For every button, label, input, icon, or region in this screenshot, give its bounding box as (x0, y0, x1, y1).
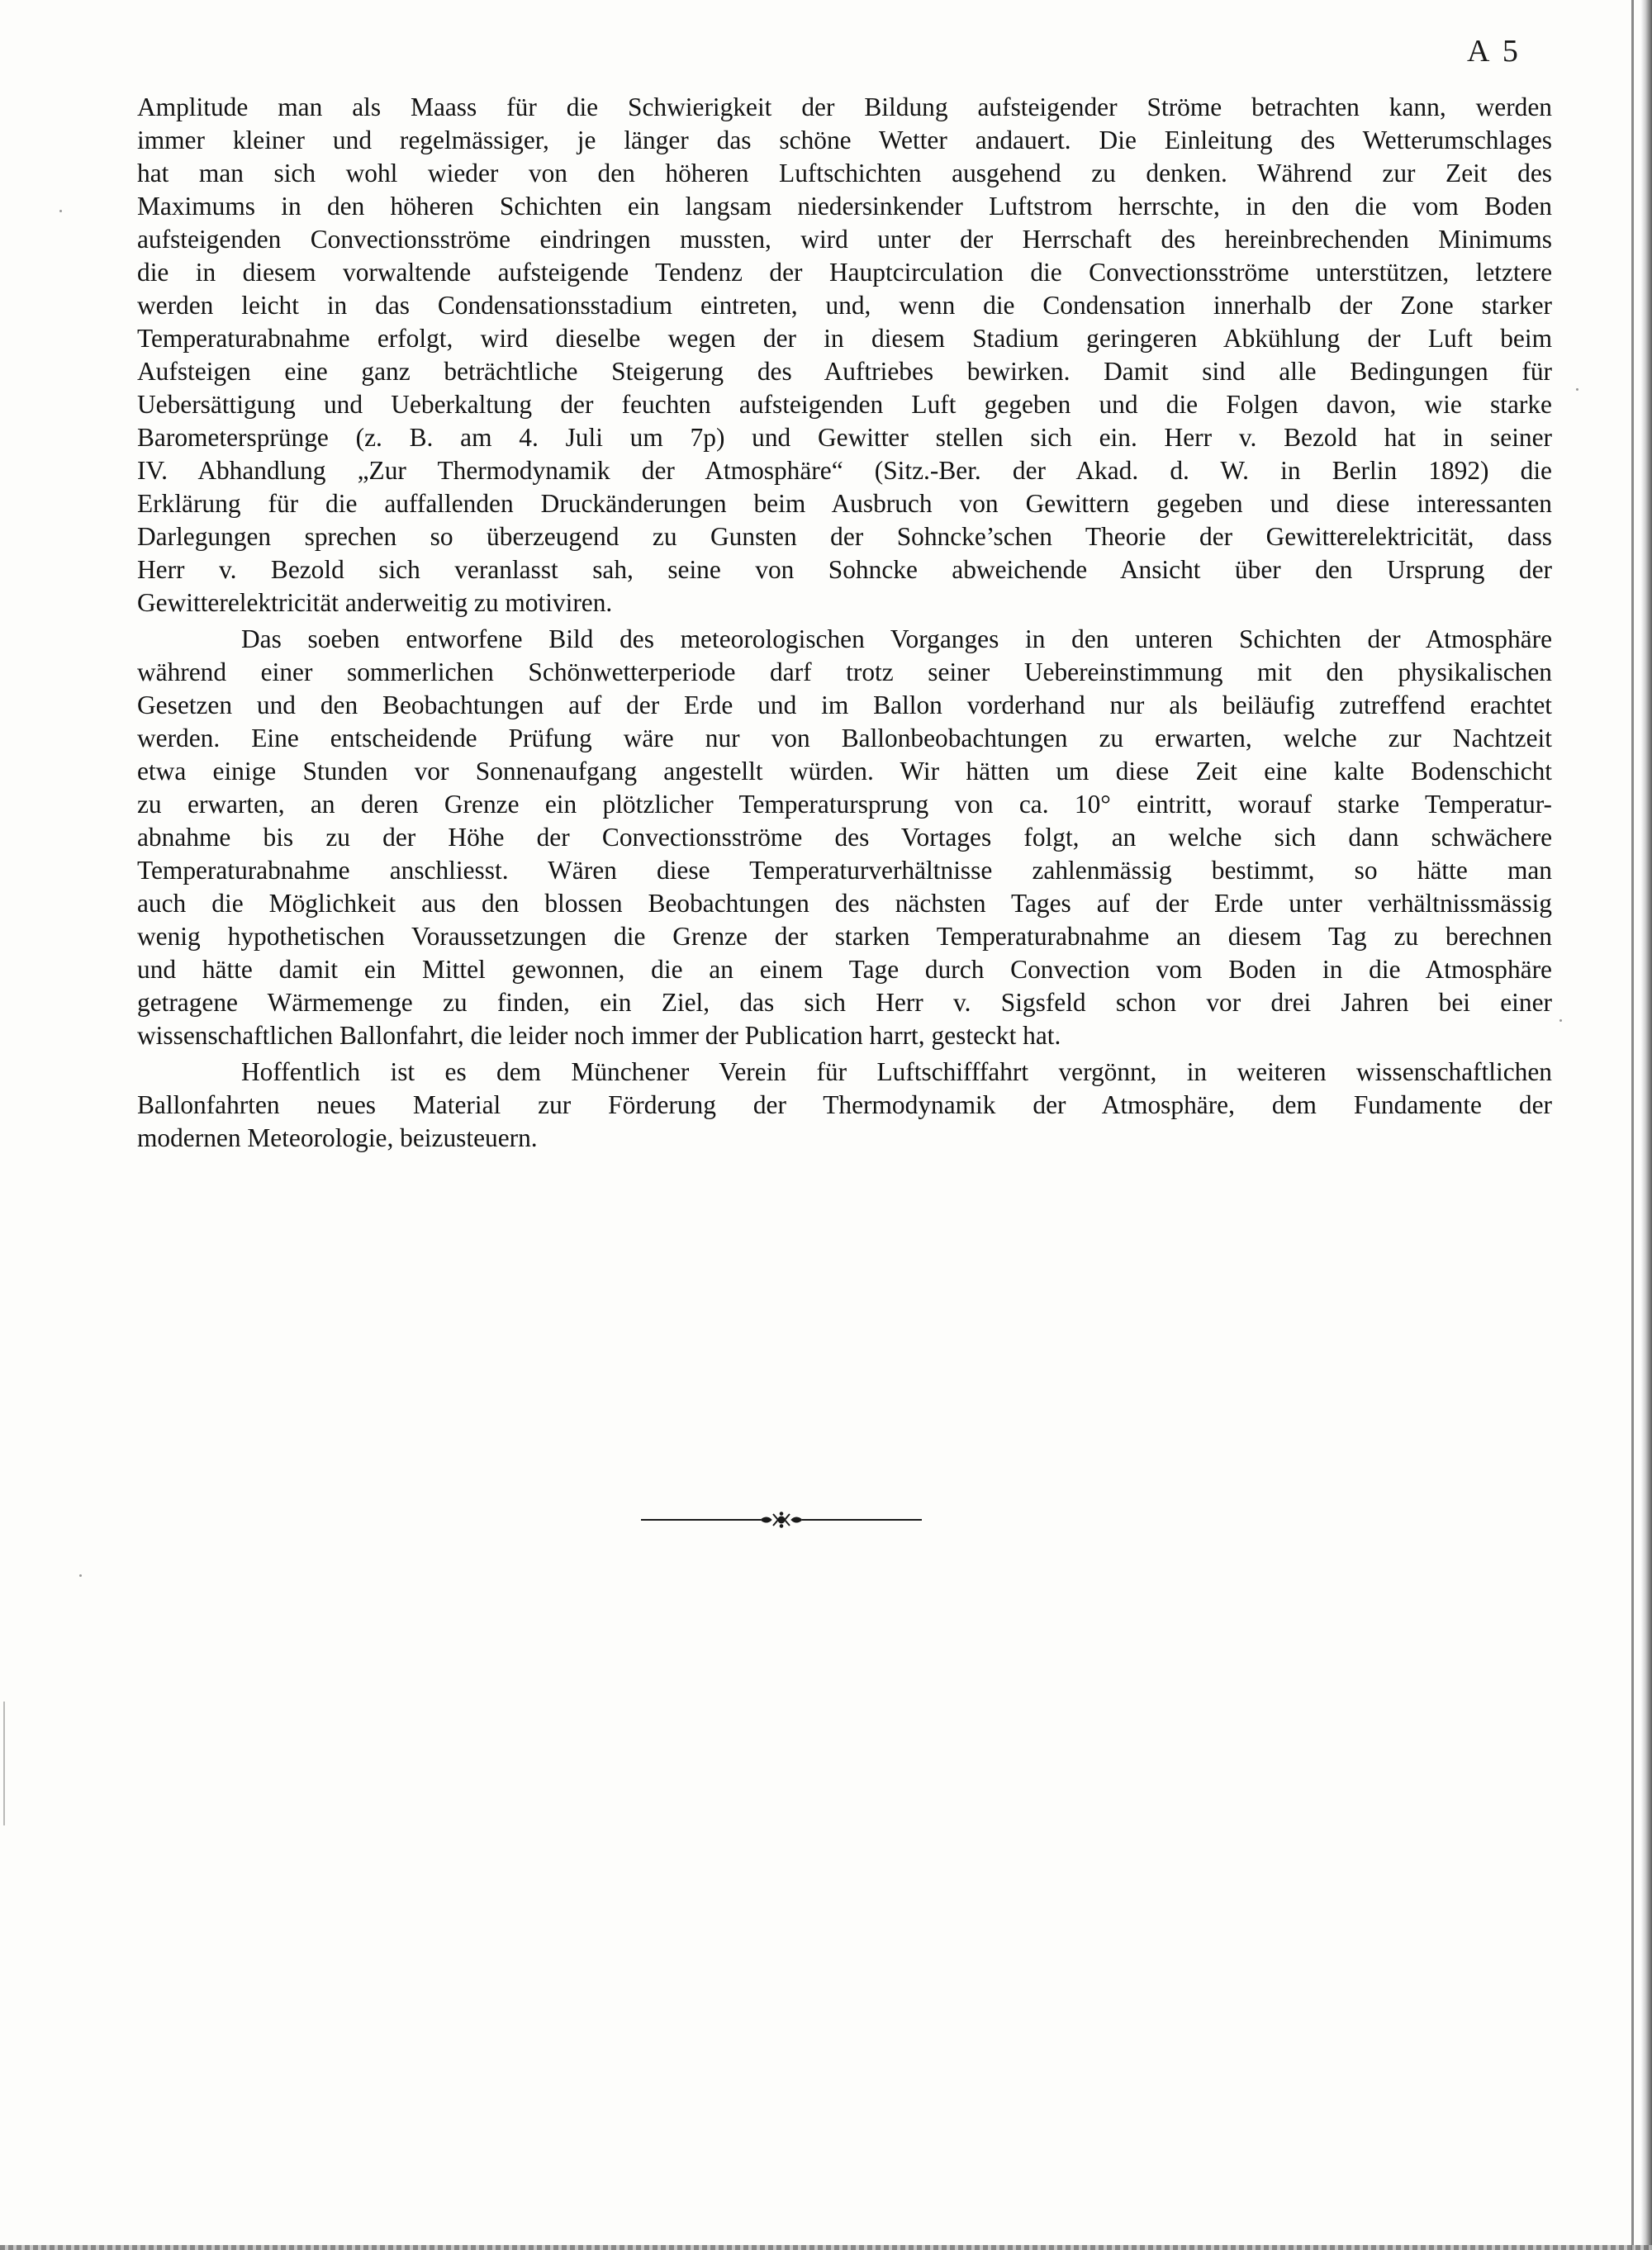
scan-edge-bottom (0, 2245, 1652, 2250)
text-line: werden. Eine entscheidende Prüfung wäre nur von Ballonbeobachtungen zu erwarten, welche zur Nachtzeit (137, 724, 1552, 752)
text-line: IV. Abhandlung „Zur Thermodynamik der Atmosphäre“ (Sitz.-Ber. der Akad. d. W. in Berlin 1892) die (137, 456, 1552, 485)
text-line: Herr v. Bezold sich veranlasst sah, seine von Sohncke abweichende Ansicht über den Ursprung der (137, 555, 1552, 584)
page-number: A 5 (1467, 34, 1521, 69)
text-line: Maximums in den höheren Schichten ein langsam niedersinkender Luftstrom herrschte, in den die vom Boden (137, 192, 1552, 221)
text-line: Das soeben entworfene Bild des meteorologischen Vorganges in den unteren Schichten der Atmosphäre (241, 624, 1552, 653)
text-line: Barometersprünge (z. B. am 4. Juli um 7p) und Gewitter stellen sich ein. Herr v. Bezold hat in seiner (137, 423, 1552, 452)
text-line: getragene Wärmemenge zu finden, ein Ziel, das sich Herr v. Sigsfeld schon vor drei Jahren bei einer (137, 988, 1552, 1017)
scan-edge-shadow-line (1631, 0, 1634, 2250)
scan-speck (1559, 1019, 1562, 1022)
text-line: Gewitterelektricität anderweitig zu motiviren. (137, 588, 613, 617)
text-line: Amplitude man als Maass für die Schwierigkeit der Bildung aufsteigender Ströme betrachten kann, werden (137, 93, 1552, 121)
paragraph-2 (137, 623, 1552, 1052)
text-line: abnahme bis zu der Höhe der Convectionsströme des Vortages folgt, an welche sich dann schwächere (137, 823, 1552, 852)
end-of-section-ornament (641, 1512, 922, 1528)
scan-edge-right (1640, 0, 1652, 2250)
text-line: etwa einige Stunden vor Sonnenaufgang angestellt würden. Wir hätten um diese Zeit eine kalte Bodenschicht (137, 757, 1552, 786)
text-line: Erklärung für die auffallenden Druckänderungen beim Ausbruch von Gewittern gegeben und diese interessanten (137, 489, 1552, 518)
text-line: Hoffentlich ist es dem Münchener Verein für Luftschifffahrt vergönnt, in weiteren wissenschaftlichen (241, 1057, 1552, 1086)
text-line: zu erwarten, an deren Grenze ein plötzlicher Temperatursprung von ca. 10° eintritt, worauf starke Temperatur- (137, 790, 1552, 819)
scan-speck (59, 210, 62, 212)
text-line: auch die Möglichkeit aus den blossen Beobachtungen des nächsten Tages auf der Erde unter verhältnissmässig (137, 889, 1552, 918)
paragraph-3 (137, 1056, 1552, 1155)
scan-edge-left (3, 1702, 5, 1825)
text-line: Temperaturabnahme anschliesst. Wären diese Temperaturverhältnisse zahlenmässig bestimmt, so hätte man (137, 856, 1552, 885)
scan-speck (79, 1574, 82, 1577)
text-line: wissenschaftlichen Ballonfahrt, die leider noch immer der Publication harrt, gesteckt hat. (137, 1021, 1061, 1050)
text-line: werden leicht in das Condensationsstadium eintreten, und, wenn die Condensation innerhalb der Zone starker (137, 291, 1552, 320)
body-text (137, 91, 1552, 1155)
text-line: Uebersättigung und Ueberkaltung der feuchten aufsteigenden Luft gegeben und die Folgen davon, wie starke (137, 390, 1552, 419)
text-line: aufsteigenden Convectionsströme eindringen mussten, wird unter der Herrschaft des hereinbrechenden Minimums (137, 225, 1552, 254)
text-line: während einer sommerlichen Schönwetterperiode darf trotz seiner Uebereinstimmung mit den physikalischen (137, 657, 1552, 686)
text-line: Gesetzen und den Beobachtungen auf der Erde und im Ballon vorderhand nur als beiläufig zutreffend erachtet (137, 691, 1552, 719)
paragraph-1 (137, 91, 1552, 619)
text-line: wenig hypothetischen Voraussetzungen die Grenze der starken Temperaturabnahme an diesem Tag zu berechnen (137, 922, 1552, 951)
text-line: immer kleiner und regelmässiger, je länger das schöne Wetter andauert. Die Einleitung des Wetterumschlages (137, 126, 1552, 154)
text-line: Temperaturabnahme erfolgt, wird dieselbe wegen der in diesem Stadium geringeren Abkühlung der Luft beim (137, 324, 1552, 353)
ornament-flourish-icon (761, 1512, 802, 1528)
text-line: Aufsteigen eine ganz beträchtliche Steigerung des Auftriebes bewirken. Damit sind alle Bedingungen für (137, 357, 1552, 386)
scan-speck (1576, 388, 1578, 391)
text-line: Darlegungen sprechen so überzeugend zu Gunsten der Sohncke’schen Theorie der Gewitterelektricität, dass (137, 522, 1552, 551)
text-line: Ballonfahrten neues Material zur Förderung der Thermodynamik der Atmosphäre, dem Fundamente der (137, 1090, 1552, 1119)
text-line: modernen Meteorologie, beizusteuern. (137, 1123, 538, 1152)
text-line: hat man sich wohl wieder von den höheren Luftschichten ausgehend zu denken. Während zur Zeit des (137, 159, 1552, 188)
text-line: und hätte damit ein Mittel gewonnen, die an einem Tage durch Convection vom Boden in die Atmosphäre (137, 955, 1552, 984)
text-line: die in diesem vorwaltende aufsteigende Tendenz der Hauptcirculation die Convectionsströme unterstützen, letztere (137, 258, 1552, 287)
